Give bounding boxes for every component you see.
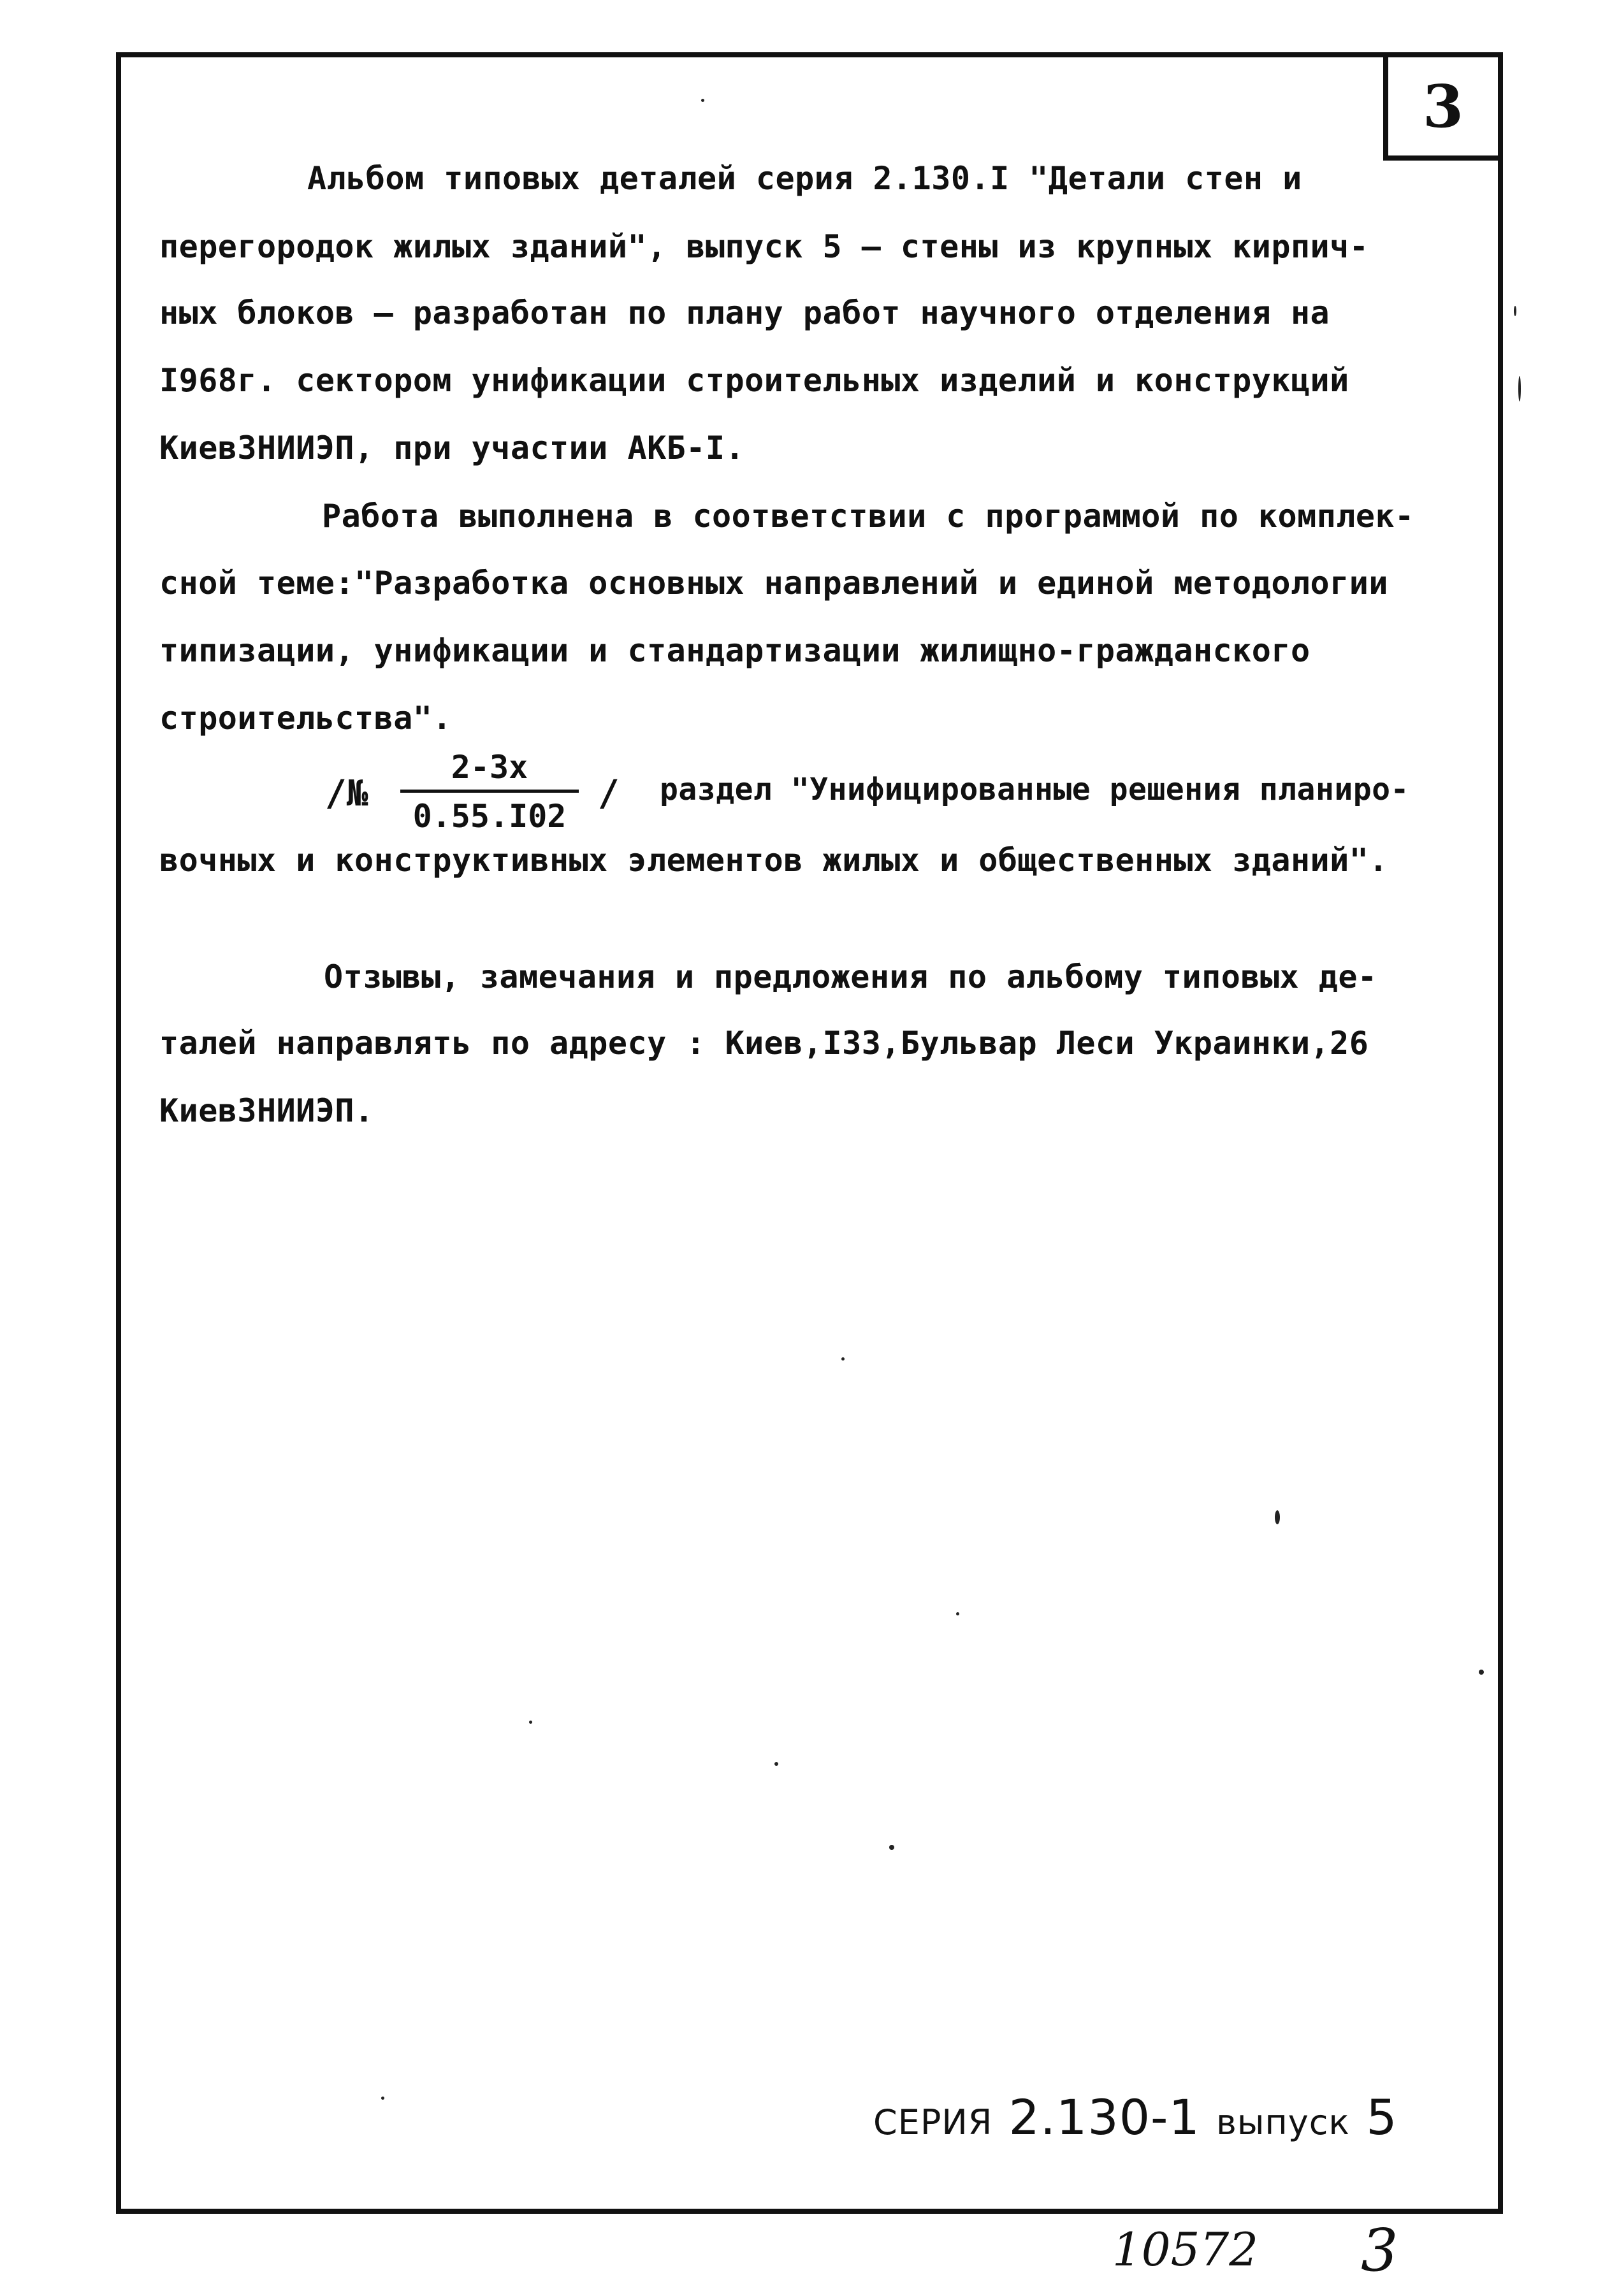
para3-line3: КиевЗНИИЭП. xyxy=(159,1092,374,1129)
para2-line3: типизации, унификации и стандартизации жилищно-гражданского xyxy=(159,632,1310,669)
scan-speck xyxy=(1514,306,1516,316)
scan-speck xyxy=(774,1762,778,1766)
para3-line2: талей направлять по адресу : Киев,I33,Бульвар Леси Украинки,26 xyxy=(159,1025,1369,1062)
para2-line4: строительства". xyxy=(159,700,453,737)
inventory-number: 10572 xyxy=(1112,2223,1259,2276)
issue-number: 5 xyxy=(1366,2089,1398,2146)
handwritten-page-number: 3 xyxy=(1361,2216,1398,2285)
para1-line1: Альбом типовых деталей серия 2.130.I "Детали стен и xyxy=(307,160,1302,197)
para1-line4: I968г. сектором унификации строительных изделий и конструкций xyxy=(159,362,1349,399)
para1-line3: ных блоков – разработан по плану работ научного отделения на xyxy=(159,294,1330,331)
ref-numerator: 2-3х xyxy=(400,749,579,793)
ref-text-line2: вочных и конструктивных элементов жилых и общественных зданий". xyxy=(159,842,1388,879)
scan-speck xyxy=(1518,376,1521,401)
page-number-box xyxy=(1383,52,1503,161)
para1-line5: КиевЗНИИЭП, при участии АКБ-I. xyxy=(159,430,745,466)
para1-line2: перегородок жилых зданий", выпуск 5 – стены из крупных кирпич- xyxy=(159,228,1369,265)
scan-speck xyxy=(1275,1510,1280,1524)
series-label: СЕРИЯ xyxy=(873,2102,993,2142)
para2-line1: Работа выполнена в соответствии с программой по комплек- xyxy=(322,498,1414,535)
ref-denominator: 0.55.I02 xyxy=(412,798,567,835)
series-number: 2.130-1 xyxy=(1008,2089,1200,2146)
scan-speck xyxy=(381,2097,384,2100)
ref-suffix: / xyxy=(598,773,620,814)
ref-prefix: /№ xyxy=(325,773,368,814)
scan-speck xyxy=(841,1357,845,1361)
para2-line2: сной теме:"Разработка основных направлений и единой методологии xyxy=(159,565,1388,602)
scan-speck xyxy=(701,99,704,102)
scan-speck xyxy=(529,1721,532,1724)
para3-line1: Отзывы, замечания и предложения по альбому типовых де- xyxy=(324,958,1377,995)
ref-fraction xyxy=(400,749,579,835)
scan-speck xyxy=(889,1845,894,1850)
series-stamp xyxy=(873,2089,1398,2146)
ref-text-line1: раздел "Унифицированные решения планиро- xyxy=(660,772,1409,807)
scan-speck xyxy=(1479,1670,1484,1675)
page-number: 3 xyxy=(1422,72,1463,141)
issue-label: выпуск xyxy=(1216,2102,1351,2142)
scan-speck xyxy=(956,1612,959,1615)
